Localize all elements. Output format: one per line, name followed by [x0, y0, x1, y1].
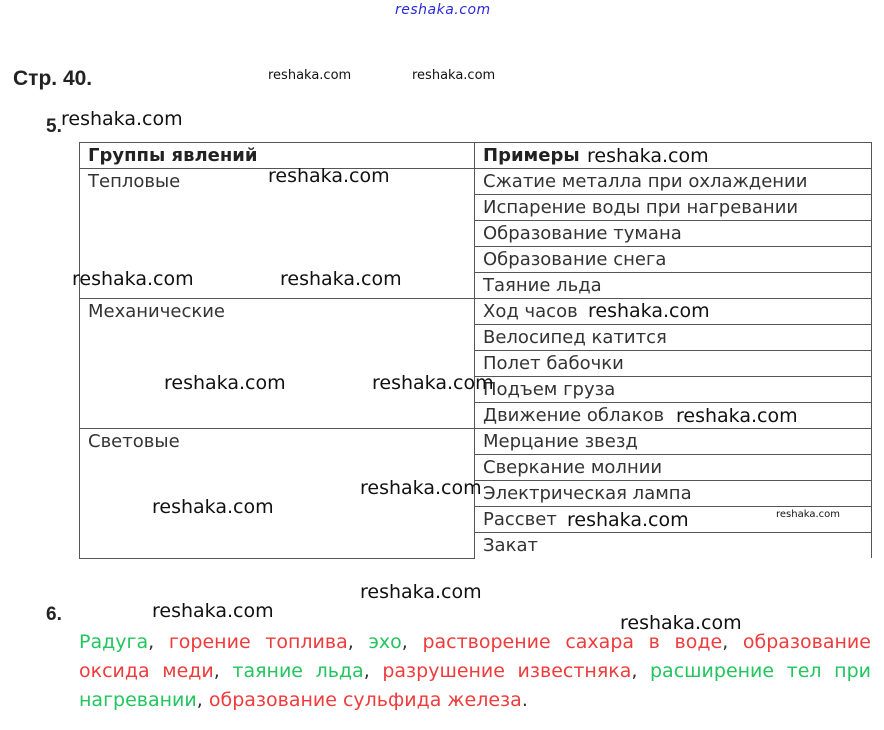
phenomenon-physical: Радуга: [79, 631, 149, 653]
example-cell: Образование тумана: [475, 221, 872, 247]
separator: ,: [347, 631, 354, 653]
phenomenon-chemical: разрушение известняка: [382, 660, 632, 682]
example-cell: Велосипед катится: [475, 325, 872, 351]
example-cell: Закат: [475, 533, 872, 559]
watermark: reshaka.com: [268, 165, 390, 187]
phenomenon-chemical: горение топлива: [168, 631, 348, 653]
separator: ,: [363, 660, 370, 682]
table-row: [80, 299, 872, 325]
watermark: reshaka.com: [776, 509, 840, 520]
watermark: reshaka.com: [152, 600, 274, 622]
phenomenon-physical: эхо: [368, 631, 402, 653]
watermark-top: reshaka.com: [395, 2, 491, 18]
separator: ,: [196, 689, 203, 711]
phenomenon-physical: таяние льда: [232, 660, 364, 682]
watermark: reshaka.com: [588, 300, 710, 322]
example-cell: Электрическая лампа: [475, 481, 872, 507]
example-cell: Таяние льда: [475, 273, 872, 299]
watermark: reshaka.com: [164, 372, 286, 394]
phenomenon-chemical: растворение сахара в воде: [422, 631, 723, 653]
page-title: Стр. 40.: [13, 67, 93, 90]
watermark: reshaka.com: [412, 68, 496, 83]
separator: ,: [722, 631, 729, 653]
separator: ,: [631, 660, 638, 682]
phenomenon-physical: расширение тел при нагревании: [79, 660, 871, 711]
task-5-number: 5.: [46, 116, 62, 137]
table-header-row: [80, 143, 872, 169]
watermark: reshaka.com: [676, 405, 798, 427]
phenomenon-chemical: образование оксида меди: [79, 631, 871, 682]
group-thermal: Тепловые: [80, 169, 475, 299]
table-row: [80, 429, 872, 455]
example-cell: Ход часов: [475, 299, 872, 325]
example-cell: Сверкание молнии: [475, 455, 872, 481]
watermark: reshaka.com: [620, 612, 742, 634]
group-light: Световые: [80, 429, 475, 559]
example-cell: Испарение воды при нагревании: [475, 195, 872, 221]
table-row: [80, 169, 872, 195]
example-cell: Образование снега: [475, 247, 872, 273]
example-cell: Рассвет: [475, 507, 872, 533]
header-groups: Группы явлений: [80, 143, 475, 169]
phenomenon-chemical: образование сульфида железа: [208, 689, 522, 711]
watermark: reshaka.com: [587, 145, 709, 167]
example-cell: Движение облаков: [475, 403, 872, 429]
watermark: reshaka.com: [372, 372, 494, 394]
group-mechanical: Механические: [80, 299, 475, 429]
task-6-answer: [79, 628, 871, 715]
watermark: reshaka.com: [360, 477, 482, 499]
separator: ,: [401, 631, 408, 653]
watermark: reshaka.com: [61, 108, 183, 130]
example-cell: Сжатие металла при охлаждении: [475, 169, 872, 195]
separator: ,: [148, 631, 155, 653]
watermark: reshaka.com: [152, 496, 274, 518]
separator: .: [521, 689, 528, 711]
watermark: reshaka.com: [268, 68, 352, 83]
watermark: reshaka.com: [360, 581, 482, 603]
example-cell: Мерцание звезд: [475, 429, 872, 455]
example-cell: Подъем груза: [475, 377, 872, 403]
separator: ,: [213, 660, 220, 682]
header-examples: Примеры: [475, 143, 872, 169]
watermark: reshaka.com: [280, 268, 402, 290]
task-6-number: 6.: [46, 604, 62, 625]
watermark: reshaka.com: [72, 268, 194, 290]
example-cell: Полет бабочки: [475, 351, 872, 377]
watermark: reshaka.com: [567, 509, 689, 531]
